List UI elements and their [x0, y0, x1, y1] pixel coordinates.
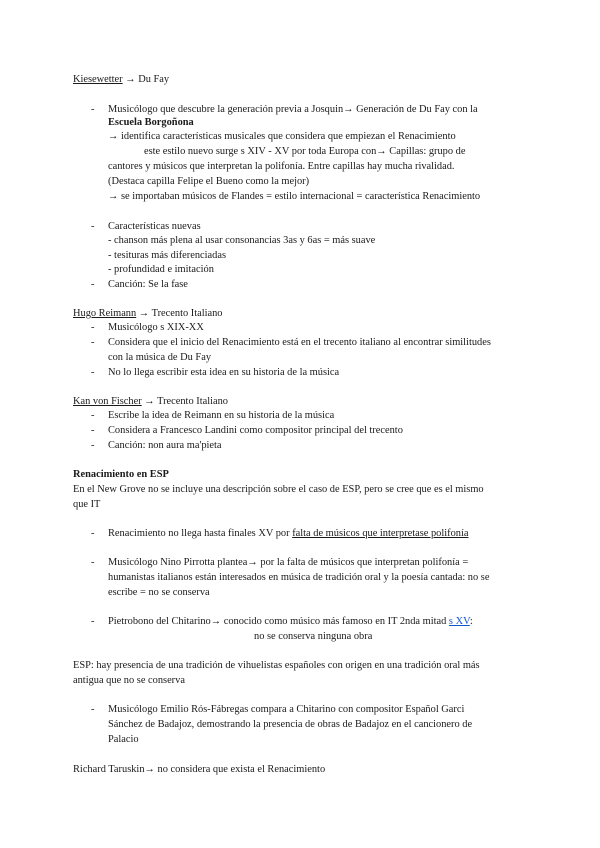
text-line: antigua que no se conserva — [73, 675, 185, 686]
section-heading-reimann: Hugo Reimann → Trecento Italiano — [73, 308, 223, 319]
bullet: - — [91, 425, 95, 436]
section-heading-fischer: Kan von Fischer → Trecento Italiano — [73, 396, 228, 407]
text-line: Renacimiento no llega hasta finales XV por falta de músicos que interpretase polifonía — [108, 528, 469, 539]
text-line: cantores y músicos que interpretan la polifonía. Entre capillas hay mucha rivalidad. — [108, 161, 455, 172]
bullet: - — [91, 410, 95, 421]
text-line: Pietrobono del Chitarino→ conocido como músico más famoso en IT 2nda mitad s XV: — [108, 616, 473, 627]
section-heading-esp: Renacimiento en ESP — [73, 469, 169, 480]
text-line: Considera que el inicio del Renacimiento está en el trecento italiano al encontrar similitudes — [108, 337, 491, 348]
text-line: (Destaca capilla Felipe el Bueno como la mejor) — [108, 176, 310, 187]
text-line: → identifica características musicales que considera que empiezan el Renacimiento — [108, 131, 456, 142]
text-line: ESP: hay presencia de una tradición de vihuelistas españoles con origen en una tradición oral más — [73, 660, 480, 671]
text-line: Características nuevas — [108, 221, 201, 232]
underlined-phrase: falta de músicos que interpretase polifonía — [292, 528, 469, 539]
heading-name: Kiesewetter — [73, 74, 123, 85]
text-line: Musicólogo Emilio Rós-Fábregas compara a Chitarino con compositor Español Garci — [108, 704, 465, 715]
text-line: no se conserva ninguna obra — [254, 631, 373, 642]
text-line: - chanson más plena al usar consonancias 3as y 6as = más suave — [108, 235, 376, 246]
text-line-bold: Escuela Borgoñona — [108, 117, 194, 128]
bullet: - — [91, 367, 95, 378]
section-heading-kiesewetter: Kiesewetter → Du Fay — [73, 74, 170, 85]
century-link[interactable]: s XV — [448, 616, 470, 627]
text-line: Considera a Francesco Landini como compositor principal del trecento — [108, 425, 403, 436]
text-line: este estilo nuevo surge s XIV - XV por toda Europa con→ Capillas: grupo de — [144, 146, 466, 157]
bullet: - — [91, 528, 95, 539]
text-line: escribe = no se conserva — [108, 587, 210, 598]
bullet: - — [91, 221, 95, 232]
bullet: - — [91, 279, 95, 290]
text-line: Palacio — [108, 734, 139, 745]
text-line: Escribe la idea de Reimann en su historia de la música — [108, 410, 335, 421]
text-line: No lo llega escribir esta idea en su historia de la música — [108, 367, 340, 378]
text-line: humanistas italianos están interesados en música de tradición oral y la poesía cantada: no se — [108, 572, 490, 583]
bullet: - — [91, 557, 95, 568]
bullet: - — [91, 704, 95, 715]
bullet: - — [91, 440, 95, 451]
text-line: Canción: non aura ma'pieta — [108, 440, 222, 451]
bullet: - — [91, 104, 95, 115]
text-line: Musicólogo que descubre la generación previa a Josquin→ Generación de Du Fay con la — [108, 104, 478, 115]
text-line: Sánchez de Badajoz, demostrando la presencia de obras de Badajoz en el cancionero de — [108, 719, 473, 730]
text-line: Musicólogo s XIX-XX — [108, 322, 204, 333]
text-line: - profundidad e imitación — [108, 264, 214, 275]
text-line: Musicólogo Nino Pirrotta plantea→ por la falta de músicos que interpretan polifonía = — [108, 557, 469, 568]
text-line: con la música de Du Fay — [108, 352, 212, 363]
bullet: - — [91, 337, 95, 348]
text-line: En el New Grove no se incluye una descripción sobre el caso de ESP, pero se cree que es el mismo — [73, 484, 484, 495]
heading-name: Hugo Reimann — [73, 308, 137, 319]
heading-name: Kan von Fischer — [73, 396, 142, 407]
bullet: - — [91, 616, 95, 627]
text-line: Canción: Se la fase — [108, 279, 188, 290]
text-line: que IT — [73, 499, 101, 510]
text-line: - tesituras más diferenciadas — [108, 250, 227, 261]
text-line: Richard Taruskin→ no considera que exista el Renacimiento — [73, 764, 326, 775]
bullet: - — [91, 322, 95, 333]
text-line: → se importaban músicos de Flandes = estilo internacional = característica Renacimiento — [108, 191, 481, 202]
